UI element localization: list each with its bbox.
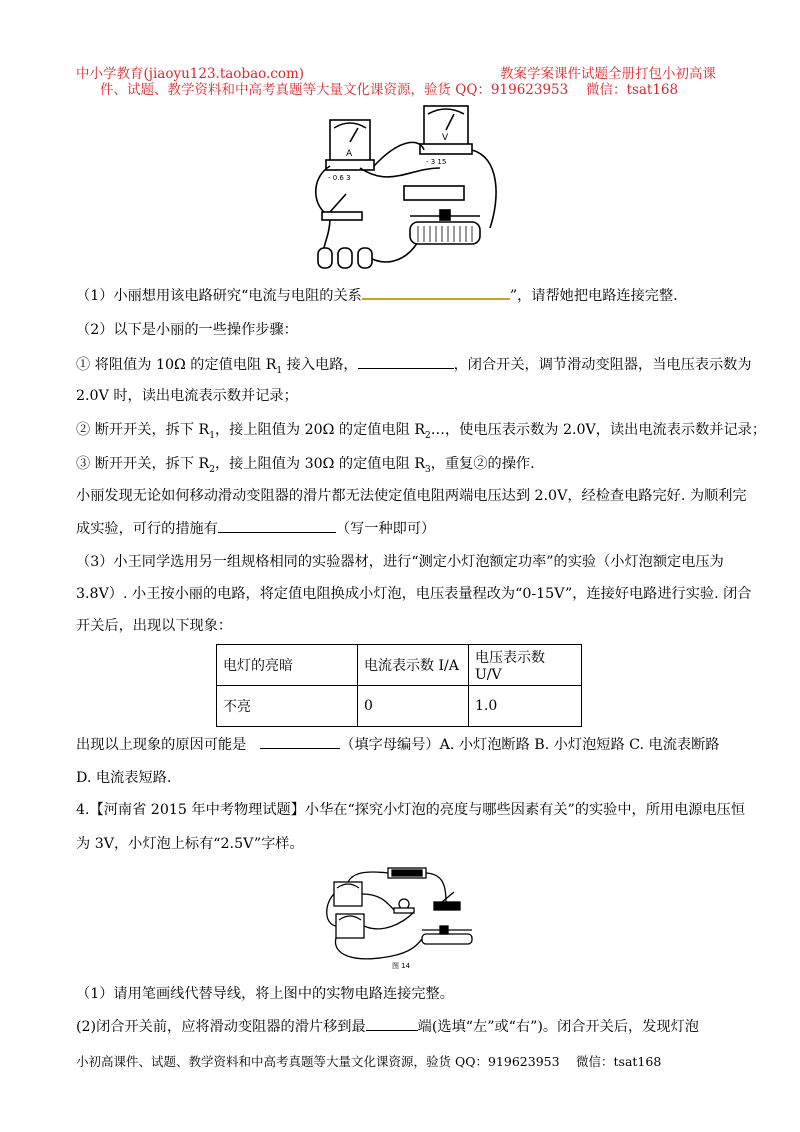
table-cell: 1.0: [469, 686, 582, 727]
q2-step3-sub1: 2: [209, 464, 215, 475]
ammeter-label: A: [346, 149, 353, 159]
voltmeter-scale: - 3 15: [426, 158, 447, 166]
q2-step1-c: ，闭合开关，调节滑动变阻器，当电压表示数为: [453, 357, 752, 373]
q3-option-d: D. 电流表短路.: [76, 770, 172, 786]
q2-step1-sub: 1: [276, 365, 283, 376]
table-header-cell: 电灯的亮暗: [217, 645, 358, 686]
q2-step2-c: …，使电压表示数为 2.0V，读出电流表示数并记录；: [430, 422, 767, 438]
voltmeter-label: V: [442, 133, 449, 143]
q4-part2: [76, 1016, 699, 1037]
q2-intro: （2）以下是小丽的一些操作步骤：: [76, 322, 298, 338]
figure-14-caption: 图 14: [392, 962, 411, 970]
q3-reason-blank[interactable]: [260, 734, 340, 749]
q2-step2-a: ② 断开开关，拆下 R: [76, 422, 210, 438]
q4-part2-blank[interactable]: [366, 1016, 418, 1031]
q2-step3: [76, 454, 535, 480]
q2-step2-b: ，接上阻值为 20Ω 的定值电阻 R: [214, 422, 426, 438]
table-row: [217, 686, 582, 727]
q2-measure-a: 成实验，可行的措施有: [76, 521, 218, 537]
table-header-cell: 电流表示数 I/A: [358, 645, 469, 686]
ammeter-scale: - 0.6 3: [328, 174, 351, 182]
circuit-figure-14: [322, 864, 480, 970]
q4-part1: （1）请用笔画线代替导线，将上图中的实物电路连接完整。: [76, 986, 454, 1002]
q3-reason: [76, 734, 720, 755]
q3-line1: （3）小王同学选用另一组规格相同的实验器材，进行“测定小灯泡额定功率”的实验（小灯泡额定电压为: [76, 554, 724, 570]
q2-measure-blank[interactable]: [218, 518, 336, 533]
q2-step2: [76, 420, 766, 446]
q1-suffix: ”，请帮她把电路连接完整.: [509, 288, 678, 304]
q4-part2-a: (2)闭合开关前，应将滑动变阻器的滑片移到最: [76, 1019, 366, 1035]
q4-line1: 4.【河南省 2015 年中考物理试题】小华在“探究小灯泡的亮度与哪些因素有关”的实验中，所用电源电压恒: [76, 802, 746, 818]
q2-measure: [76, 518, 435, 539]
circuit-figure-1: [300, 98, 510, 276]
q1-line: [76, 284, 678, 306]
page-footer: 小初高课件、试题、教学资料和中高考真题等大量文化课资源，验货 QQ：919623953 微信：tsat168: [76, 1054, 662, 1069]
table-header-row: [217, 645, 582, 686]
header-left: 中小学教育(jiaoyu123.taobao.com): [76, 66, 305, 82]
header-line2: 件、试题、教学资料和中高考真题等大量文化课资源，验货 QQ：919623953 微信：tsat168: [100, 82, 679, 98]
q3-reason-a: 出现以上现象的原因可能是: [76, 737, 247, 753]
q4-part2-b: 端(选填“左”或“右”)。闭合开关后，发现灯泡: [417, 1019, 699, 1035]
q2-step1-a: ① 将阻值为 10Ω 的定值电阻 R: [76, 357, 277, 373]
q2-observation: 小丽发现无论如何移动滑动变阻器的滑片都无法使定值电阻两端电压达到 2.0V，经检查电路完好. 为顺利完: [76, 488, 747, 504]
q2-step3-a: ③ 断开开关，拆下 R: [76, 456, 210, 472]
table-cell: 0: [358, 686, 469, 727]
q2-step1: [76, 354, 752, 381]
table-header-cell: 电压表示数 U/V: [469, 645, 582, 686]
q2-step2-sub1: 1: [209, 430, 215, 441]
q3-line2: 3.8V）. 小王按小丽的电路，将定值电阻换成小灯泡，电压表量程改为“0-15V”，连接好电路进行实验. 闭合: [76, 586, 752, 602]
observation-table: [216, 644, 582, 727]
q4-line2: 为 3V，小灯泡上标有“2.5V”字样。: [76, 836, 304, 852]
q1-prefix: （1）小丽想用该电路研究“电流与电阻的关系: [76, 288, 362, 304]
q3-line3: 开关后，出现以下现象：: [76, 618, 233, 634]
q2-step2-sub2: 2: [425, 430, 431, 441]
q2-step3-sub2: 3: [425, 464, 431, 475]
q2-step3-b: ，接上阻值为 30Ω 的定值电阻 R: [214, 456, 426, 472]
q2-step3-c: ，重复②的操作.: [430, 456, 535, 472]
q2-step1-cont: 2.0V 时，读出电流表示数并记录；: [76, 388, 298, 404]
q3-reason-b: （填字母编号）A. 小灯泡断路 B. 小灯泡短路 C. 电流表断路: [340, 737, 720, 753]
q2-measure-b: （写一种即可）: [335, 521, 436, 537]
header-right: 教案学案课件试题全册打包小初高课: [500, 66, 716, 82]
table-cell: 不亮: [217, 686, 358, 727]
q2-step1-blank[interactable]: [358, 354, 454, 369]
q1-blank[interactable]: [362, 284, 510, 300]
q2-step1-b: 接入电路，: [282, 357, 358, 373]
